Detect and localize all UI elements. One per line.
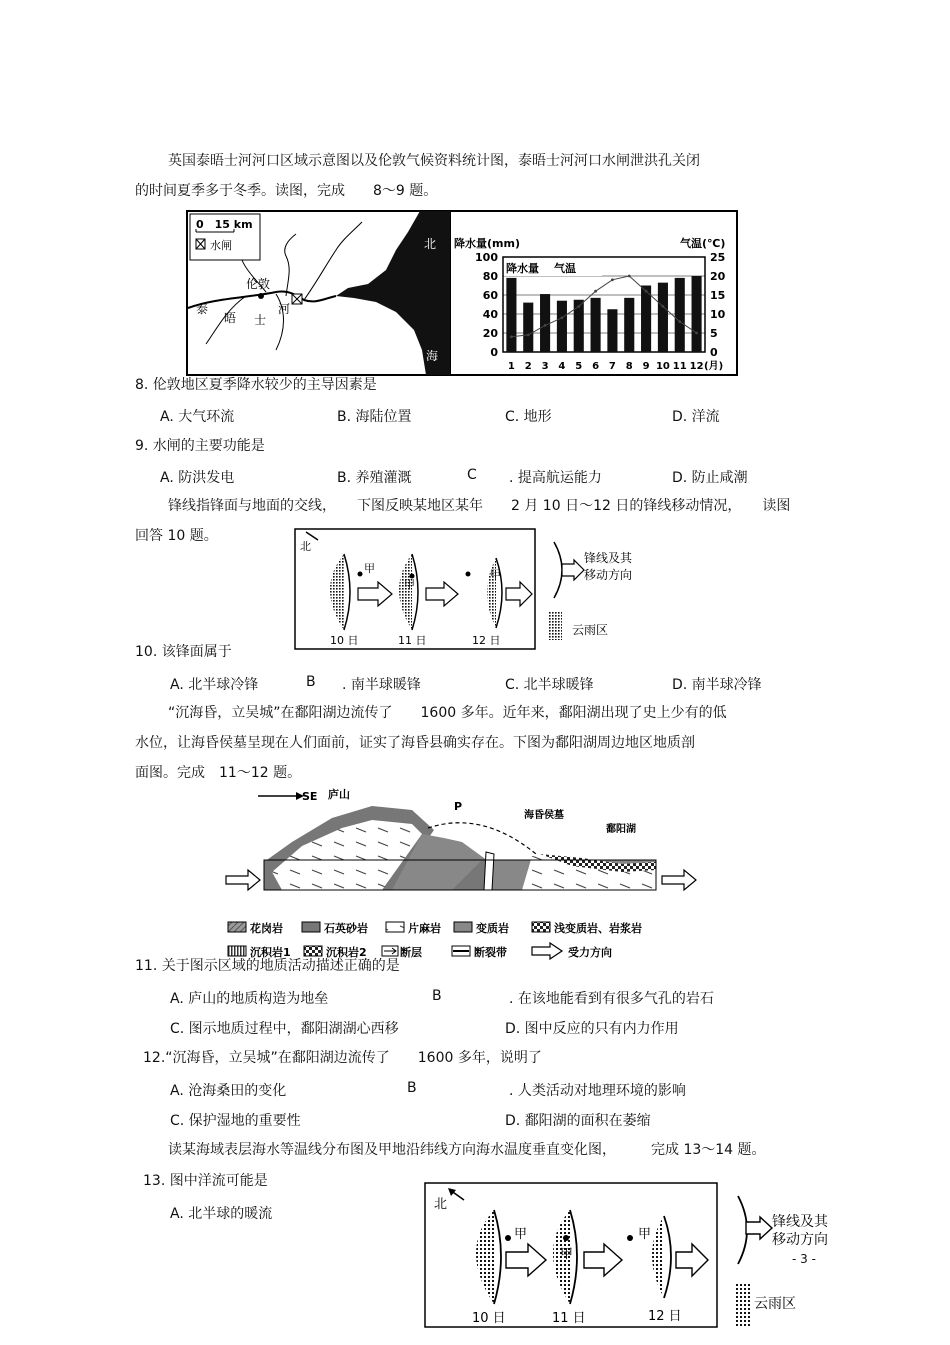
- q8-option-c[interactable]: C. 地形: [505, 409, 552, 425]
- geo-lushan-label: 庐山: [328, 788, 350, 801]
- temp-point: [628, 275, 631, 278]
- front2-legend-rain: 云雨区: [754, 1296, 796, 1312]
- month-tick: 5: [575, 361, 583, 372]
- front-date-10: 10 日: [330, 634, 359, 647]
- geo-legend-quartz-sandstone: 石英砂岩: [324, 922, 368, 935]
- temp-point: [695, 332, 698, 335]
- intro-89-line1: 英国泰晤士河河口区域示意图以及伦敦气候资料统计图，泰晤士河河口水闸泄洪孔关闭: [168, 153, 700, 169]
- q10-option-a[interactable]: A. 北半球冷锋: [170, 677, 259, 693]
- y-right-tick: 15: [710, 289, 726, 302]
- q11-option-b[interactable]: . 在该地能看到有很多气孔的岩石: [509, 991, 714, 1007]
- geo-legend-row1: [228, 921, 642, 935]
- y-left-tick: 100: [475, 251, 498, 264]
- q10-stem: 10. 该锋面属于: [135, 644, 232, 660]
- q12-option-d[interactable]: D. 鄱阳湖的面积在萎缩: [505, 1113, 651, 1129]
- legend-temp-label: 气温: [554, 262, 576, 275]
- q11-option-a[interactable]: A. 庐山的地质构造为地垒: [170, 991, 329, 1007]
- temp-point: [527, 334, 530, 337]
- front-figure-q10: [294, 528, 644, 650]
- front-jia-10: 甲: [364, 562, 375, 575]
- q10-option-b[interactable]: . 南半球暖锋: [342, 677, 421, 693]
- precip-bar: [624, 298, 634, 352]
- geo-p-label: P: [454, 800, 463, 813]
- geo-legend-fault-zone: 断裂带: [474, 946, 507, 959]
- temp-point: [577, 305, 580, 308]
- q9-option-b[interactable]: B. 养殖灌溉: [337, 470, 412, 486]
- precip-bar: [658, 283, 668, 352]
- y-left-tick: 0: [490, 346, 498, 359]
- y-left-tick: 40: [482, 308, 498, 321]
- precip-bar: [641, 286, 651, 353]
- q9-option-a[interactable]: A. 防洪发电: [160, 470, 235, 486]
- q9-option-c-letter[interactable]: C: [467, 467, 477, 483]
- q9-option-d[interactable]: D. 防止咸潮: [672, 470, 748, 486]
- q9-option-c[interactable]: . 提高航运能力: [509, 470, 602, 486]
- geo-legend-low-metamorphic: 浅变质岩、岩浆岩: [554, 922, 642, 935]
- month-unit-label: (月): [704, 361, 724, 372]
- q12-stem: 12.“沉海昏，立吴城”在鄱阳湖边流传了 1600 多年，说明了: [143, 1050, 542, 1066]
- intro-89-line2: 的时间夏季多于冬季。读图，完成 8～9 题。: [135, 183, 438, 199]
- map-scale-label: 0 15 km: [196, 218, 253, 231]
- temp-point: [544, 324, 547, 327]
- front-legend-front-1: 锋线及其: [584, 551, 633, 565]
- geo-legend-metamorphic: 变质岩: [476, 922, 509, 935]
- geo-legend-granite: 花岗岩: [250, 922, 283, 935]
- front-date-12: 12 日: [472, 634, 501, 647]
- front2-jia-10: 甲: [514, 1227, 528, 1242]
- intro-11-line3: 面图。完成 11～12 题。: [135, 765, 302, 781]
- precip-bar: [591, 298, 601, 352]
- month-tick: 9: [642, 361, 650, 372]
- geo-se-label: SE: [302, 790, 318, 803]
- q10-option-c[interactable]: C. 北半球暖锋: [505, 677, 594, 693]
- y-right-tick: 5: [710, 327, 718, 340]
- front2-date-11: 11 日: [552, 1311, 586, 1326]
- front2-jia-12: 甲: [638, 1227, 652, 1242]
- intro-10-line2: 回答 10 题。: [135, 528, 218, 544]
- month-tick: 10: [655, 361, 670, 372]
- precip-axis-title: 降水量(mm): [454, 237, 520, 250]
- y-right-tick: 20: [710, 270, 726, 283]
- q8-option-d[interactable]: D. 洋流: [672, 409, 720, 425]
- month-tick: 6: [592, 361, 600, 372]
- month-tick: 7: [608, 361, 616, 372]
- q8-option-a[interactable]: A. 大气环流: [160, 409, 235, 425]
- q10-option-d[interactable]: D. 南半球冷锋: [672, 677, 762, 693]
- geologic-section-figure: [222, 782, 700, 964]
- front-north-label: 北: [300, 540, 311, 553]
- map-london-label: 伦敦: [246, 277, 271, 291]
- q13-stem: 13. 图中洋流可能是: [143, 1173, 268, 1189]
- q11-option-b-letter[interactable]: B: [432, 988, 442, 1004]
- front-date-11: 11 日: [398, 634, 427, 647]
- front2-date-12: 12 日: [648, 1309, 682, 1324]
- y-right-tick: 0: [710, 346, 718, 359]
- intro-11-line1: “沉海昏，立吴城”在鄱阳湖边流传了 1600 多年。近年来，鄱阳湖出现了史上少有的低: [168, 705, 727, 721]
- month-tick: 1: [507, 361, 515, 372]
- q10-option-b-letter[interactable]: B: [306, 674, 316, 690]
- front-jia-12: 甲: [490, 568, 501, 581]
- temp-point: [510, 335, 513, 338]
- intro-11-line2: 水位，让海昏侯墓呈现在人们面前，证实了海昏县确实存在。下图为鄱阳湖周边地区地质剖: [135, 735, 695, 751]
- intro-13: 读某海域表层海水等温线分布图及甲地沿纬线方向海水温度垂直变化图， 完成 13～14 题。: [168, 1142, 766, 1158]
- q8-option-b[interactable]: B. 海陆位置: [337, 409, 412, 425]
- y-left-tick: 20: [482, 327, 498, 340]
- geo-legend-force: 受力方向: [568, 946, 612, 959]
- y-right-tick: 25: [710, 251, 726, 264]
- map-river-char4: 河: [278, 302, 291, 316]
- precip-bar: [557, 301, 567, 352]
- q12-option-b[interactable]: . 人类活动对地理环境的影响: [509, 1083, 686, 1099]
- front2-north-label: 北: [434, 1197, 448, 1212]
- front2-date-10: 10 日: [472, 1311, 506, 1326]
- q11-stem: 11. 关于图示区域的地质活动描述正确的是: [135, 958, 400, 974]
- thames-figure: [186, 210, 738, 376]
- front2-jia-11: 甲: [560, 1247, 574, 1262]
- temp-point: [594, 290, 597, 293]
- precip-bar: [506, 278, 516, 352]
- geo-lake-label: 鄱阳湖: [606, 824, 636, 835]
- temp-point: [678, 320, 681, 323]
- q12-option-a[interactable]: A. 沧海桑田的变化: [170, 1083, 287, 1099]
- y-right-tick: 10: [710, 308, 726, 321]
- front-figure-repeat: [424, 1180, 848, 1330]
- temp-point: [645, 290, 648, 293]
- precip-bar: [692, 276, 702, 352]
- month-tick: 4: [558, 361, 566, 372]
- temp-point: [561, 316, 564, 319]
- page-number: - 3 -: [792, 1252, 816, 1266]
- front2-legend-front-2: 移动方向: [772, 1232, 828, 1248]
- month-tick: 11: [672, 361, 687, 372]
- q11-option-d[interactable]: D. 图中反应的只有内力作用: [505, 1021, 679, 1037]
- geo-legend-sedimentary1: 沉积岩1: [250, 946, 291, 959]
- front-legend-rain: 云雨区: [572, 623, 609, 637]
- q11-option-c[interactable]: C. 图示地质过程中，鄱阳湖湖心西移: [170, 1021, 399, 1037]
- month-tick: 12: [689, 361, 704, 372]
- y-left-tick: 80: [482, 270, 498, 283]
- precip-bar: [607, 309, 617, 352]
- precip-bar: [523, 303, 533, 352]
- temp-point: [662, 305, 665, 308]
- geo-legend-sedimentary2: 沉积岩2: [326, 946, 367, 959]
- month-tick: 8: [625, 361, 633, 372]
- month-tick: 3: [541, 361, 549, 372]
- map-river-char3: 士: [254, 313, 267, 327]
- geo-legend-fault: 断层: [400, 946, 422, 959]
- month-tick: 2: [524, 361, 532, 372]
- map-river-char2: 晤: [224, 311, 237, 325]
- map-legend-sluice: 水闸: [210, 239, 232, 252]
- temp-point: [611, 278, 614, 281]
- q12-option-b-letter[interactable]: B: [407, 1080, 417, 1096]
- front-legend-front-2: 移动方向: [584, 568, 633, 582]
- q12-option-c[interactable]: C. 保护湿地的重要性: [170, 1113, 301, 1129]
- map-sea-label: 海: [426, 349, 439, 363]
- precip-bar: [540, 294, 550, 352]
- precip-bar: [675, 278, 685, 352]
- y-left-tick: 60: [482, 289, 498, 302]
- front2-legend-front-1: 锋线及其: [772, 1214, 828, 1230]
- geo-tomb-label: 海昏侯墓: [524, 810, 564, 821]
- q13-option-a[interactable]: A. 北半球的暖流: [170, 1206, 273, 1222]
- temp-axis-title: 气温(℃): [680, 237, 726, 250]
- legend-precip-label: 降水量: [506, 262, 539, 275]
- intro-10-line1: 锋线指锋面与地面的交线， 下图反映某地区某年 2 月 10 日～12 日的锋线移动情况， 读图: [168, 498, 791, 514]
- front-jia-11: 甲: [404, 578, 415, 591]
- q9-stem: 9. 水闸的主要功能是: [135, 438, 265, 454]
- map-north-label: 北: [424, 237, 437, 251]
- geo-legend-gneiss: 片麻岩: [408, 922, 441, 935]
- map-river-char1: 泰: [196, 302, 209, 316]
- q8-stem: 8. 伦敦地区夏季降水较少的主导因素是: [135, 377, 377, 393]
